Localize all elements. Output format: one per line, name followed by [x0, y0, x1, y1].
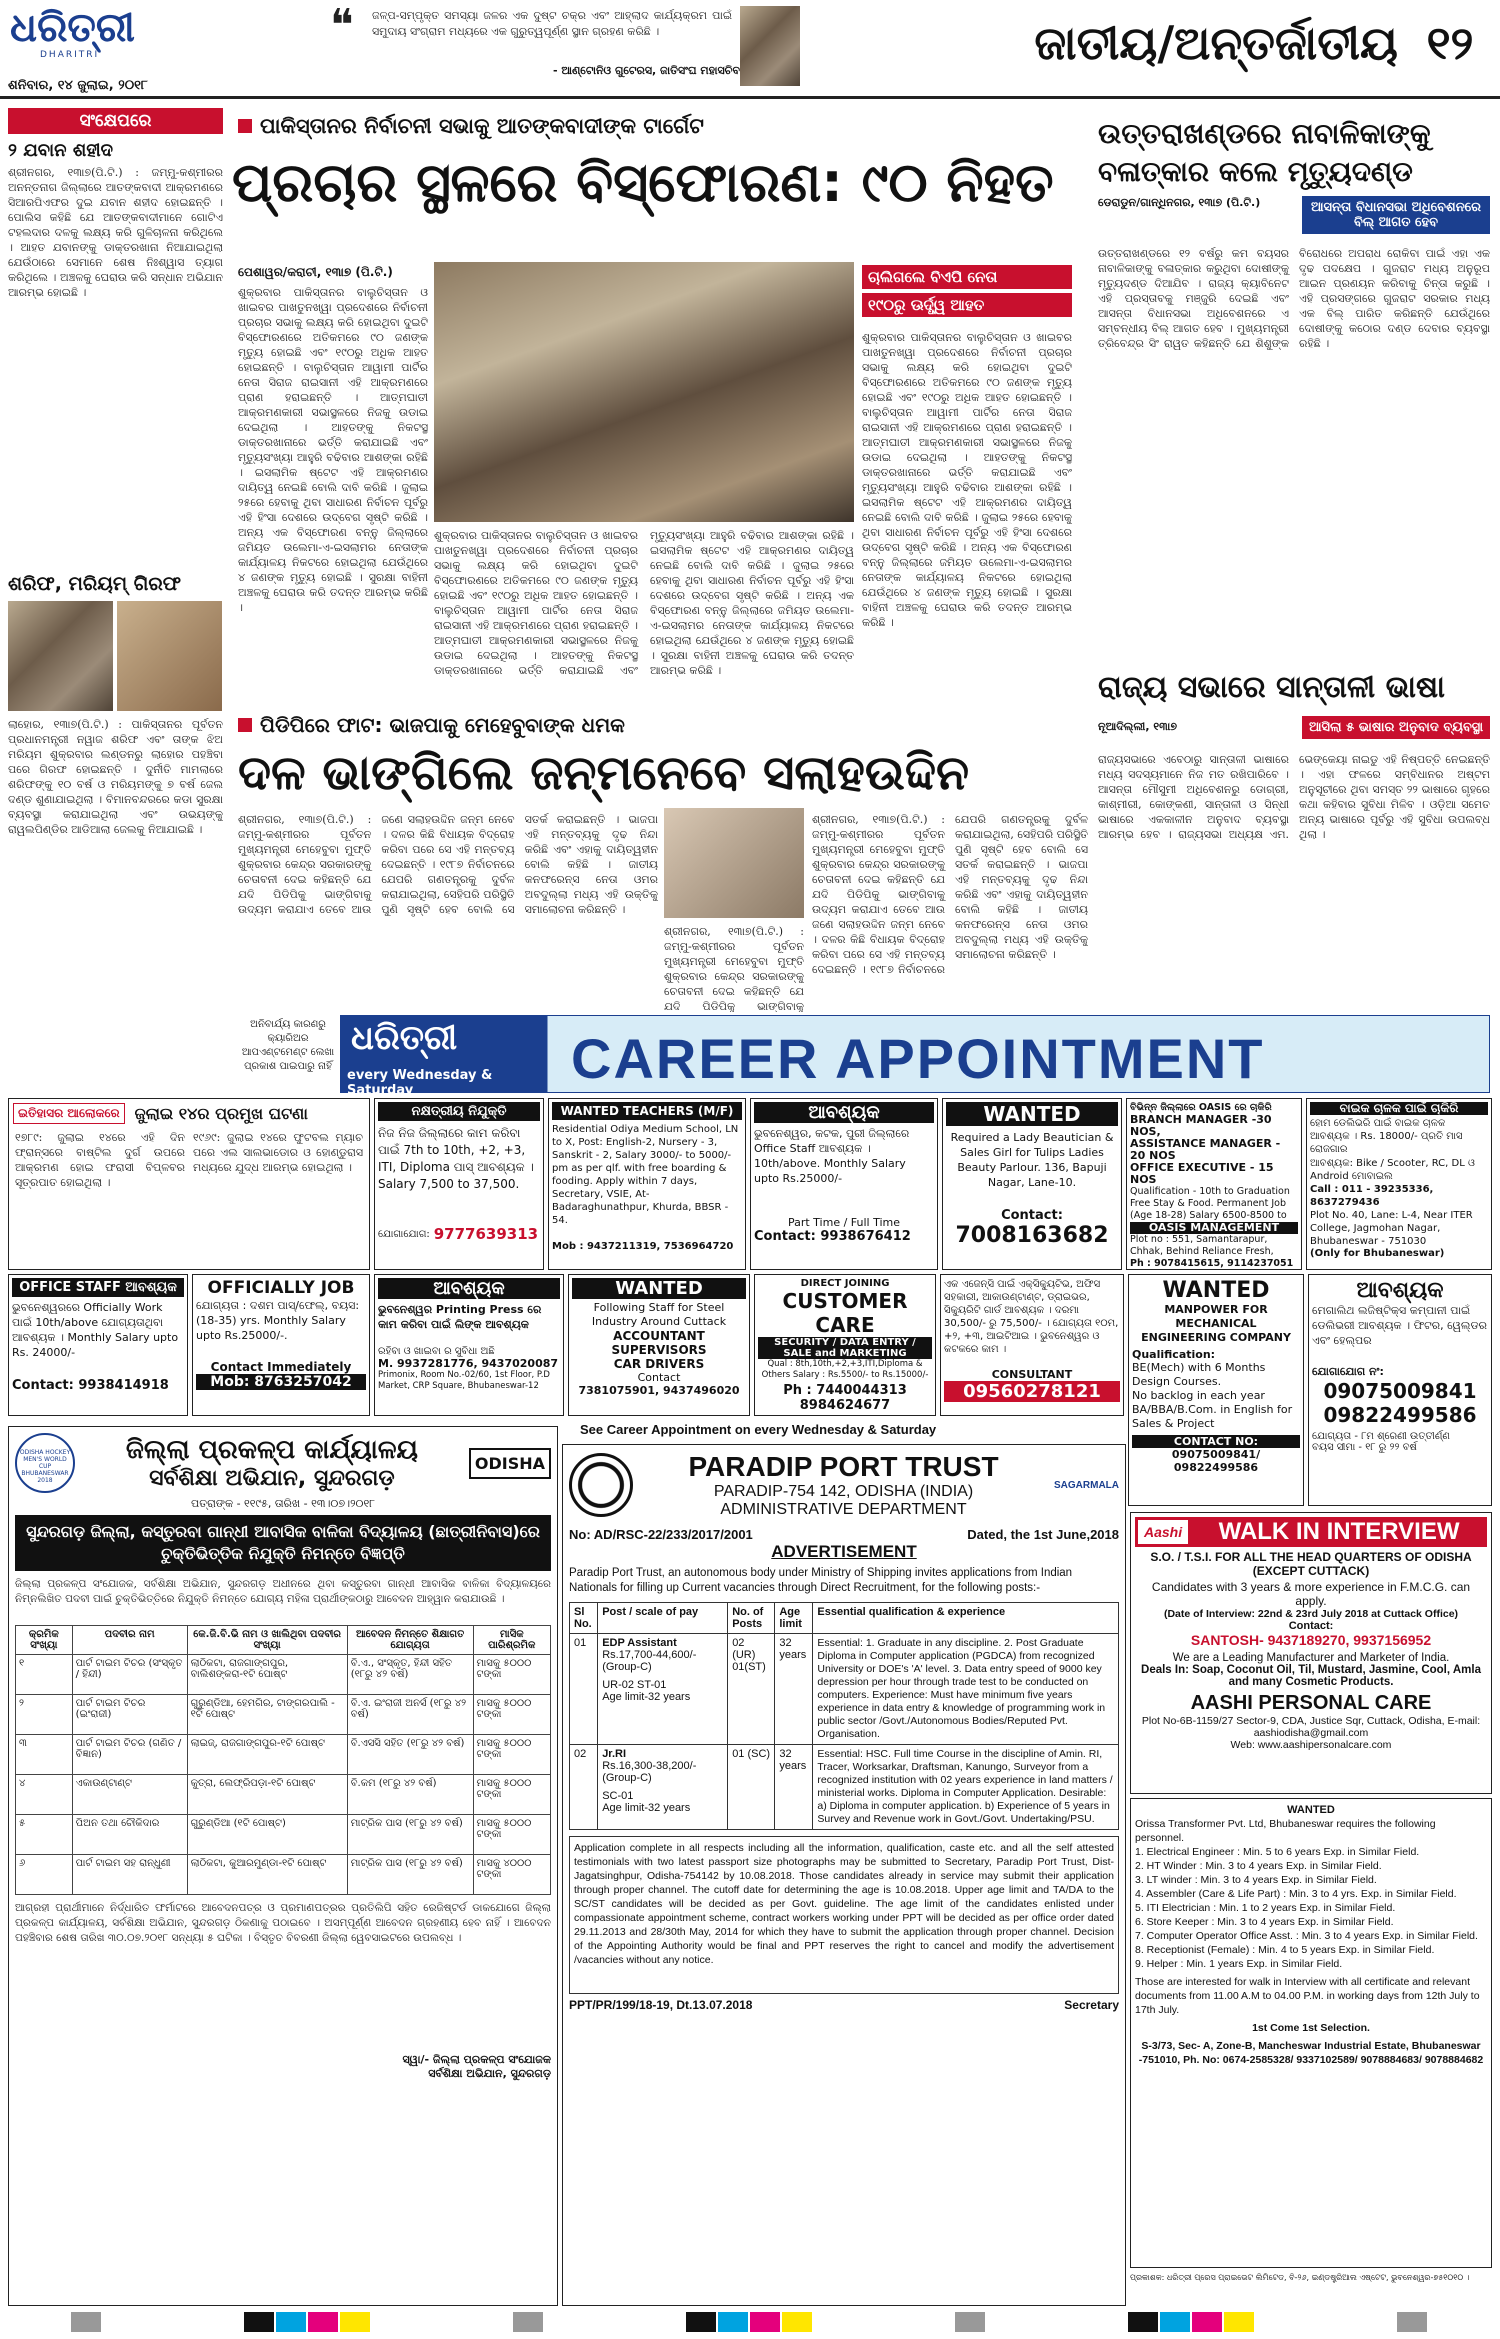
table-cell: ୨ — [16, 1695, 73, 1735]
orissa-item: 2. HT Winder : Min. 3 to 4 years Exp. in Similar Field. — [1135, 1860, 1382, 1872]
brief-headline-sharif: ଶରିଫ, ମରିୟମ୍ ଗିରଫ — [8, 573, 181, 595]
paradip-logo — [569, 1453, 633, 1517]
lead-body-col2: ଶୁକ୍ରବାର ପାକିସ୍ତାନର ବାଲୁଚିସ୍ତାନ ଓ ଖାଇବର ପାଖତୁନଖ୍ୱା ପ୍ରଦେଶରେ ନିର୍ବାଚନୀ ପ୍ରଚାର ସଭାକୁ ଲକ୍ଷ୍ୟ କରି ହୋଇଥିବା ଦୁଇଟି ବିସ୍ଫୋରଣରେ ଅତିକମରେ ୯୦ ଜଣଙ୍କ ମୃତ୍ୟୁ ହୋଇଛି ଏବଂ ୧୯୦ରୁ ଅଧିକ ଆହତ ହୋଇଛନ୍ତି । ବାଲୁଚିସ୍ତାନ ଆୱାମୀ ପାର୍ଟିର ନେତା ସିରାଜ ରାଇସାନୀ ଏହି ଆକ୍ରମଣରେ ପ୍ରାଣ ହରାଇଛନ୍ତି । ଆତ୍ମଘାତୀ ଆକ୍ରମଣକାରୀ ସଭାସ୍ଥଳରେ ନିଜକୁ ଉଡାଇ ଦେଇଥିଲା । ଆହତଙ୍କୁ ନିକଟସ୍ଥ ଡାକ୍ତରଖାନାରେ ଭର୍ତ୍ତି କରାଯାଇଛି ଏବଂ ମୃତ୍ୟୁସଂଖ୍ୟା ଆହୁରି ବଢିବାର ଆଶଙ୍କା ରହିଛି । ଇସଲାମିକ ଷ୍ଟେଟ ଏହି ଆକ୍ରମଣର ଦାୟିତ୍ୱ ନେଇଛି ବୋଲି ଦାବି କରିଛି । ଜୁଲାଇ ୨୫ରେ ହେବାକୁ ଥିବା ସାଧାରଣ ନିର୍ବାଚନ ପୂର୍ବରୁ ଏହି ହିଂସା ଦେଶରେ ଉଦ୍‌ବେଗ ସୃଷ୍ଟି କରିଛି । ଅନ୍ୟ ଏକ ବିସ୍ଫୋରଣ ବନ୍ନୁ ଜିଲ୍ଲାରେ ଜମିୟତ ଉଲେମା-ଏ-ଇସଲାମର ନେତାଙ୍କ କାର୍ଯ୍ୟାଳୟ ନିକଟରେ ହୋଇଥିଲା ଯେଉଁଥିରେ ୪ ଜଣଙ୍କ ମୃତ୍ୟୁ ହୋଇଛି । ସୁରକ୍ଷା ବାହିନୀ ଅଞ୍ଚଳକୁ ଘେରାଉ କରି ତଦନ୍ତ ଆରମ୍ଭ କରିଛି । — [434, 529, 854, 677]
ad-office-assistant-phone: Contact: 9938676412 — [754, 1229, 911, 1244]
ad-beautician-phone: 7008163682 — [955, 1223, 1109, 1248]
table-cell: Essential: 1. Graduate in any discipline. 2. Post Graduate Diploma in Computer application (PGDCA) from recognized University or DOE's 'A' level. 3. Data entry speed of 9000 key depression per hour through trade test to be conducted on computers. Experience: Must have minimum five years experience in data entry & knowledge of programming work in public sector /Govt./Autonomous Bodies/Reputed Pvt. Organisation. — [813, 1634, 1119, 1745]
ad-customer-care-top: DIRECT JOINING — [800, 1278, 890, 1289]
ad-customer-care-phone: Ph : 7440044313 8984624677 — [783, 1383, 907, 1413]
table-cell: ଲାଠିକଟା, ରାଜଗାଙ୍ଗପୁର, ବାଲିଶଙ୍କରା-୧ଟି ପୋଷ୍ଟ — [187, 1655, 347, 1695]
hockey-logo: ODISHA HOCKEY MEN'S WORLD CUP BHUBANESWAR 2018 — [15, 1433, 75, 1493]
paradip-table-header: Sl No. — [570, 1603, 598, 1634]
ad-printing-title: ଆବଶ୍ୟକ — [378, 1278, 560, 1299]
ad-customer-care-body: Qual : 8th,10th,+2,+3,ITI,Diploma & Others Salary : Rs.5500/- to Rs.15000/- — [761, 1359, 929, 1380]
paradip-footer: Application complete in all respects including all the information, qualification, caste etc. and all the self attested testimonials with two latest passport size photographs may be submitted to Secretary, Paradip Port Trust, Dist- Jagatsinghpur, Odisha-754142 by 10.08.2018. Those candidates already in service may submit their application through proper channel. The cutoff date for determining the age is 10.08.2018. Upper age limit and TA/DA to the SC/ST candidates will be decided as per Govt. guideline. The age limit of the candidates enlisted under compassionate appointment scheme, contract workers working under PPT will be decided as per office order dated 29.11.2013 and 28/30th May, 2014 for which they have to submit the application through proper channel. Decision of the Appointing Authority would be final and PPT reserves the right to cancel and modify the advertisement /vacancies without any notice. — [569, 1836, 1119, 1994]
ad-office-staff — [8, 1274, 188, 1416]
paradip-ad — [562, 1444, 1126, 2306]
career-side-note: ଅନିବାର୍ଯ୍ୟ କାରଣରୁ କ୍ୟାରିଅର ଆପଏଣ୍ଟମେଣ୍ଟ ଲେଖା ପ୍ରକାଶ ପାଇପାରୁ ନାହିଁ — [241, 1019, 335, 1072]
pdp-body-col1: ଶ୍ରୀନଗର, ୧୩ା୭(ପି.ଟି.) : ଜମ୍ମୁ-କଶ୍ମୀରର ପୂର୍ବତନ ମୁଖ୍ୟମନ୍ତ୍ରୀ ମେହେବୁବା ମୁଫ୍ତି ଶୁକ୍ରବାର କେନ୍ଦ୍ର ସରକାରଙ୍କୁ ଚେତାବନୀ ଦେଇ କହିଛନ୍ତି ଯେ ଯଦି ପିଡିପିକୁ ଭାଙ୍ଗିବାକୁ ଉଦ୍ୟମ କରାଯାଏ ତେବେ ଆଉ ଜଣେ ସଲାହଉଦ୍ଦିନ ଜନ୍ମ ନେବେ । ଦଳର କିଛି ବିଧାୟକ ବିଦ୍ରୋହ କରିବା ପରେ ସେ ଏହି ମନ୍ତବ୍ୟ ଦେଇଛନ୍ତି । ୧୯୮୭ ନିର୍ବାଚନରେ ଯେପରି ଗଣତନ୍ତ୍ରକୁ ଦୁର୍ବଳ କରାଯାଇଥିଲା, ସେହିପରି ପରିସ୍ଥିତି ପୁଣି ସୃଷ୍ଟି ହେବ ବୋଲି ସେ ସତର୍କ କରାଇଛନ୍ତି । ଭାଜପା ଏହି ମନ୍ତବ୍ୟକୁ ଦୃଢ ନିନ୍ଦା କରିଛି ଏବଂ ଏହାକୁ ଦାୟିତ୍ୱହୀନ ବୋଲି କହିଛି । ଜାତୀୟ କନଫରେନ୍ସ ନେତା ଓମର ଅବଦୁଲ୍ଲା ମଧ୍ୟ ଏହି ଉକ୍ତିକୁ ସମାଲୋଚନା କରିଛନ୍ତି । — [238, 813, 658, 916]
ad-office-staff-title: OFFICE STAFF ଆବଶ୍ୟକ — [12, 1278, 184, 1297]
table-cell — [598, 1634, 728, 1745]
santali-dateline: ନୂଆଦିଲ୍ଲୀ, ୧୩ା୭ — [1098, 720, 1177, 733]
ad-logistics-title: ଆବଶ୍ୟକ — [1356, 1278, 1444, 1303]
registration-block — [513, 2312, 545, 2336]
registration-marks — [0, 2312, 1500, 2336]
paradip-ref-no: No: AD/RSC-22/233/2017/2001 — [569, 1527, 753, 1542]
ad-engineering-item: BE(Mech) with 6 Months Design Courses. — [1132, 1361, 1266, 1388]
aashi-ad — [1130, 1512, 1492, 1794]
registration-block — [1397, 2312, 1429, 2336]
ad-engineering-contact: CONTACT NO: — [1132, 1435, 1300, 1448]
santali-body: ରାଜ୍ୟସଭାରେ ଏବେଠାରୁ ସାନ୍ତାଳୀ ଭାଷାରେ ମଧ୍ୟ ସଦସ୍ୟମାନେ ନିଜ ମତ ରଖିପାରିବେ । ଆସନ୍ତା ମୌସୁମୀ ଅଧିବେଶନରୁ ଡୋଗ୍ରୀ, କାଶ୍ମୀରୀ, କୋଙ୍କଣୀ, ସାନ୍ତାଳୀ ଓ ସିନ୍ଧୀ ଭାଷାରେ ଏକକାଳୀନ ଅନୁବାଦ ବ୍ୟବସ୍ଥା ଆରମ୍ଭ ହେବ । ରାଜ୍ୟସଭା ଅଧ୍ୟକ୍ଷ ଏମ. ଭେଙ୍କେୟା ନାଇଡୁ ଏହି ନିଷ୍ପତ୍ତି ନେଇଛନ୍ତି । ଏହା ଫଳରେ ସମ୍ବିଧାନର ଅଷ୍ଟମ ଅନୁସୂଚୀରେ ଥିବା ସମସ୍ତ ୨୨ ଭାଷାରେ ଗୃହରେ କଥା କହିବାର ସୁବିଧା ମିଳିବ । ଓଡ଼ିଆ ସମେତ ଅନ୍ୟ ଭାଷାରେ ପୂର୍ବରୁ ଏହି ସୁବିଧା ଉପଲବ୍ଧ ଥିଲା । — [1098, 753, 1490, 841]
table-row — [16, 1655, 551, 1695]
ad-consultant — [940, 1274, 1124, 1416]
ad-logistics-phone: 09075009841 — [1323, 1379, 1477, 1403]
ad-steel-item: SUPERVISORS — [611, 1343, 707, 1357]
table-cell: ଗୁରୁଣ୍ଡିଆ (୧ଟି ପୋଷ୍ଟ) — [187, 1815, 347, 1855]
ad-oasis-body: Qualification - 10th to Graduation Free Stay & Food. Permanent Job (Age 18-28) Salary 6500-8500 to — [1130, 1186, 1290, 1221]
paradip-intro: Paradip Port Trust, an autonomous body under Ministry of Shipping invites applications from Indian Nationals for filling up Current vacancies through Direct Recruitment, for the following posts:- — [569, 1567, 1073, 1594]
career-title: CAREER APPOINTMENT — [571, 1027, 1265, 1090]
odisha-table-header: ମାସିକ ପାରିଶ୍ରମିକ — [473, 1626, 550, 1655]
table-cell: ମାସକୁ ୫୦୦୦ ଟଙ୍କା — [473, 1655, 550, 1695]
paradip-title: PARADIP PORT TRUST — [688, 1451, 999, 1482]
odisha-govt-ad — [8, 1426, 558, 2306]
table-cell: ମାସକୁ ୫୦୦୦ ଟଙ୍କା — [473, 1735, 550, 1775]
uttarakhand-body: ଉତ୍ତରାଖଣ୍ଡରେ ୧୨ ବର୍ଷରୁ କମ ବୟସର ନାବାଳିକାଙ୍କୁ ବଳାତ୍କାର କରୁଥିବା ଦୋଷୀଙ୍କୁ ମୃତ୍ୟୁଦଣ୍ଡ ଦିଆଯିବ । ରାଜ୍ୟ କ୍ୟାବିନେଟ ଏହି ପ୍ରସ୍ତାବକୁ ମଞ୍ଜୁରି ଦେଇଛି ଏବଂ ଆସନ୍ତା ବିଧାନସଭା ଅଧିବେଶନରେ ଏ ସମ୍ବନ୍ଧୀୟ ବିଲ୍ ଆଗତ ହେବ । ମୁଖ୍ୟମନ୍ତ୍ରୀ ତ୍ରିବେନ୍ଦ୍ର ସିଂ ରାୱତ କହିଛନ୍ତି ଯେ ଶିଶୁଙ୍କ ବିରୋଧରେ ଅପରାଧ ରୋକିବା ପାଇଁ ଏହା ଏକ ଦୃଢ ପଦକ୍ଷେପ । ଗୁଜରାଟ ମଧ୍ୟ ଅନୁରୂପ ଆଇନ ପ୍ରଣୟନ କରିବାକୁ ଚିନ୍ତା କରୁଛି । ଏହି ପ୍ରସଙ୍ଗରେ ଗୁଜରାଟ ସରକାର ମଧ୍ୟ ଏକ ବିଲ୍ ପାରିତ କରିଛନ୍ତି ଯେଉଁଥିରେ ଦୋଷୀଙ୍କୁ କଠୋର ଦଣ୍ଡ ଦେବାର ବ୍ୟବସ୍ଥା ରହିଛି । — [1098, 247, 1490, 350]
santali-tag: ଆସିଲା ୫ ଭାଷାର ଅନୁବାଦ ବ୍ୟବସ୍ଥା — [1302, 716, 1490, 739]
orissa-item: 7. Computer Operator Office Asst. : Min. 3 to 4 years Exp. in Similar Field. — [1135, 1930, 1478, 1942]
lead-headline: ପ୍ରଚାର ସ୍ଥଳରେ ବିସ୍ଫୋରଣ: ୯୦ ନିହତ — [232, 151, 1054, 214]
ad-nakshatra-title: ନକ୍ଷତ୍ରୀୟ ନିଯୁକ୍ତି — [378, 1102, 540, 1121]
table-cell: 02 — [570, 1745, 598, 1830]
aashi-title: WALK IN INTERVIEW — [1218, 1518, 1460, 1545]
table-cell: 02 (UR) 01(ST) — [728, 1634, 775, 1745]
table-cell: ପିଅନ ତଥା ଚୌକିଦାର — [72, 1815, 187, 1855]
ad-oasis-line3: OFFICE EXECUTIVE - 15 NOS — [1130, 1161, 1274, 1186]
ad-logistics-body: ମେଗାଲିଥ ଲଜିଷ୍ଟିକ୍ସ କମ୍ପାନୀ ପାଇଁ ଡେଲିଭରୀ ଆବଶ୍ୟକ । ଫିଟର, ୱେଲ୍ଡର ଏବଂ ହେଲ୍ପର — [1312, 1304, 1487, 1347]
ad-printing-body: ଭୁବନେଶ୍ୱର Printing Press ରେ କାମ କରିବା ପାଇଁ ଲିଙ୍କ ଆବଶ୍ୟକ — [378, 1303, 542, 1331]
ad-officially-job-contact: Contact Immediately — [210, 1360, 352, 1374]
table-cell: ୫ — [16, 1815, 73, 1855]
ad-steel-item: CAR DRIVERS — [613, 1357, 705, 1371]
ad-beautician-contact: Contact: — [1001, 1208, 1063, 1223]
orissa-item: 6. Store Keeper : Min. 3 to 4 years Exp. in Similar Field. — [1135, 1916, 1394, 1928]
ad-engineering-sub: MANPOWER FOR MECHANICAL ENGINEERING COMPANY — [1141, 1303, 1291, 1344]
aashi-manufacturer: We are a Leading Manufacturer and Marketer of India. — [1172, 1652, 1450, 1664]
logo-text: ଧରିତ୍ରୀ — [10, 4, 135, 51]
history-col1: ୧୭୮୯: ଜୁଲାଇ ୧୪ରେ ଏହି ଦିନ ଫ୍ରାନ୍ସରେ ବାଷ୍ଟିଲ ଦୁର୍ଗ ଉପରେ ଆକ୍ରମଣ ହୋଇ ଫରାସୀ ବିପ୍ଳବର ସୂତ୍ରପାତ ହୋଇଥିଲା । — [15, 1131, 185, 1189]
table-cell: ମାଟ୍ରିକ ପାସ (୧୮ରୁ ୪୨ ବର୍ଷ) — [347, 1855, 473, 1895]
issue-date: ଶନିବାର, ୧୪ ଜୁଲାଇ, ୨୦୧୮ — [8, 78, 148, 93]
table-row — [16, 1775, 551, 1815]
ad-oasis-name: OASIS MANAGEMENT — [1130, 1222, 1298, 1234]
uttarakhand-tag: ଆସନ୍ତା ବିଧାନସଭା ଅଧିବେଶନରେ ବିଲ୍ ଆଗତ ହେବ — [1302, 196, 1490, 234]
table-cell: ବି.ଏସସି ସହିତ (୧୮ରୁ ୪୨ ବର୍ଷ) — [347, 1735, 473, 1775]
lead-body-col1: ଶୁକ୍ରବାର ପାକିସ୍ତାନର ବାଲୁଚିସ୍ତାନ ଓ ଖାଇବର ପାଖତୁନଖ୍ୱା ପ୍ରଦେଶରେ ନିର୍ବାଚନୀ ପ୍ରଚାର ସଭାକୁ ଲକ୍ଷ୍ୟ କରି ହୋଇଥିବା ଦୁଇଟି ବିସ୍ଫୋରଣରେ ଅତିକମରେ ୯୦ ଜଣଙ୍କ ମୃତ୍ୟୁ ହୋଇଛି ଏବଂ ୧୯୦ରୁ ଅଧିକ ଆହତ ହୋଇଛନ୍ତି । ବାଲୁଚିସ୍ତାନ ଆୱାମୀ ପାର୍ଟିର ନେତା ସିରାଜ ରାଇସାନୀ ଏହି ଆକ୍ରମଣରେ ପ୍ରାଣ ହରାଇଛନ୍ତି । ଆତ୍ମଘାତୀ ଆକ୍ରମଣକାରୀ ସଭାସ୍ଥଳରେ ନିଜକୁ ଉଡାଇ ଦେଇଥିଲା । ଆହତଙ୍କୁ ନିକଟସ୍ଥ ଡାକ୍ତରଖାନାରେ ଭର୍ତ୍ତି କରାଯାଇଛି ଏବଂ ମୃତ୍ୟୁସଂଖ୍ୟା ଆହୁରି ବଢିବାର ଆଶଙ୍କା ରହିଛି । ଇସଲାମିକ ଷ୍ଟେଟ ଏହି ଆକ୍ରମଣର ଦାୟିତ୍ୱ ନେଇଛି ବୋଲି ଦାବି କରିଛି । ଜୁଲାଇ ୨୫ରେ ହେବାକୁ ଥିବା ସାଧାରଣ ନିର୍ବାଚନ ପୂର୍ବରୁ ଏହି ହିଂସା ଦେଶରେ ଉଦ୍‌ବେଗ ସୃଷ୍ଟି କରିଛି । ଅନ୍ୟ ଏକ ବିସ୍ଫୋରଣ ବନ୍ନୁ ଜିଲ୍ଲାରେ ଜମିୟତ ଉଲେମା-ଏ-ଇସଲାମର ନେତାଙ୍କ କାର୍ଯ୍ୟାଳୟ ନିକଟରେ ହୋଇଥିଲା ଯେଉଁଥିରେ ୪ ଜଣଙ୍କ ମୃତ୍ୟୁ ହୋଇଛି । ସୁରକ୍ଷା ବାହିନୀ ଅଞ୍ଚଳକୁ ଘେରାଉ କରି ତଦନ୍ତ ଆରମ୍ଭ କରିଛି । — [238, 286, 428, 614]
brief-body-martyrs: ଶ୍ରୀନଗର, ୧୩ା୭(ପି.ଟି.) : ଜମ୍ମୁ-କଶ୍ମୀରର ଅନନ୍ତନାଗ ଜିଲ୍ଲାରେ ଆତଙ୍କବାଦୀ ଆକ୍ରମଣରେ ସିଆରପିଏଫର ଦୁଇ ଯବାନ ଶହୀଦ ହୋଇଛନ୍ତି । ପୋଲିସ କହିଛି ଯେ ଆତଙ୍କବାଦୀମାନେ ଗୋଟିଏ ଟହଲଦାର ଦଳକୁ ଲକ୍ଷ୍ୟ କରି ଗୁଳିଚାଳନା କରିଥିଲେ । ଆହତ ଯବାନଙ୍କୁ ଡାକ୍ତରଖାନା ନିଆଯାଇଥିଲା ଯେଉଁଠାରେ ସେମାନେ ଶେଷ ନିଃଶ୍ୱାସ ତ୍ୟାଗ କରିଥିଲେ । ଅଞ୍ଚଳକୁ ଘେରାଉ କରି ସନ୍ଧାନ ଅଭିଯାନ ଆରମ୍ଭ ହୋଇଛି । — [8, 166, 223, 299]
lead-photo — [434, 262, 854, 522]
ad-oasis-address: Plot no : 551, Samantarapur, Chhak, Behind Reliance Fresh, — [1130, 1234, 1274, 1257]
orissa-title: WANTED — [1287, 1804, 1335, 1816]
ad-logistics — [1308, 1274, 1492, 1506]
paradip-pr-ref: PPT/PR/199/18-19, Dt.13.07.2018 — [569, 1998, 753, 2012]
post-scale: Rs.16,300-38,200/- (Group-C) — [602, 1760, 697, 1784]
lead-body-col3: ଶୁକ୍ରବାର ପାକିସ୍ତାନର ବାଲୁଚିସ୍ତାନ ଓ ଖାଇବର ପାଖତୁନଖ୍ୱା ପ୍ରଦେଶରେ ନିର୍ବାଚନୀ ପ୍ରଚାର ସଭାକୁ ଲକ୍ଷ୍ୟ କରି ହୋଇଥିବା ଦୁଇଟି ବିସ୍ଫୋରଣରେ ଅତିକମରେ ୯୦ ଜଣଙ୍କ ମୃତ୍ୟୁ ହୋଇଛି ଏବଂ ୧୯୦ରୁ ଅଧିକ ଆହତ ହୋଇଛନ୍ତି । ବାଲୁଚିସ୍ତାନ ଆୱାମୀ ପାର୍ଟିର ନେତା ସିରାଜ ରାଇସାନୀ ଏହି ଆକ୍ରମଣରେ ପ୍ରାଣ ହରାଇଛନ୍ତି । ଆତ୍ମଘାତୀ ଆକ୍ରମଣକାରୀ ସଭାସ୍ଥଳରେ ନିଜକୁ ଉଡାଇ ଦେଇଥିଲା । ଆହତଙ୍କୁ ନିକଟସ୍ଥ ଡାକ୍ତରଖାନାରେ ଭର୍ତ୍ତି କରାଯାଇଛି ଏବଂ ମୃତ୍ୟୁସଂଖ୍ୟା ଆହୁରି ବଢିବାର ଆଶଙ୍କା ରହିଛି । ଇସଲାମିକ ଷ୍ଟେଟ ଏହି ଆକ୍ରମଣର ଦାୟିତ୍ୱ ନେଇଛି ବୋଲି ଦାବି କରିଛି । ଜୁଲାଇ ୨୫ରେ ହେବାକୁ ଥିବା ସାଧାରଣ ନିର୍ବାଚନ ପୂର୍ବରୁ ଏହି ହିଂସା ଦେଶରେ ଉଦ୍‌ବେଗ ସୃଷ୍ଟି କରିଛି । ଅନ୍ୟ ଏକ ବିସ୍ଫୋରଣ ବନ୍ନୁ ଜିଲ୍ଲାରେ ଜମିୟତ ଉଲେମା-ଏ-ଇସଲାମର ନେତାଙ୍କ କାର୍ଯ୍ୟାଳୟ ନିକଟରେ ହୋଇଥିଲା ଯେଉଁଥିରେ ୪ ଜଣଙ୍କ ମୃତ୍ୟୁ ହୋଇଛି । ସୁରକ୍ଷା ବାହିନୀ ଅଞ୍ଚଳକୁ ଘେରାଉ କରି ତଦନ୍ତ ଆରମ୍ଭ କରିଛି । — [862, 331, 1072, 629]
ad-bike — [1306, 1098, 1492, 1270]
paradip-table-header: Post / scale of pay — [598, 1603, 728, 1634]
odisha-ad-notice: ସୁନ୍ଦରଗଡ଼ ଜିଲ୍ଲା, କସ୍ତୁରବା ଗାନ୍ଧୀ ଆବାସିକ ବାଳିକା ବିଦ୍ୟାଳୟ (ଛାତ୍ରୀନିବାସ)ରେ ଚୁକ୍ତିଭିତ୍ତିକ ନିଯୁକ୍ତି ନିମନ୍ତେ ବିଜ୍ଞପ୍ତି — [15, 1515, 551, 1571]
table-cell — [598, 1745, 728, 1830]
table-cell: ୬ — [16, 1855, 73, 1895]
ad-nakshatra-phone-label: ଯୋଗାଯୋଗ: — [378, 1228, 430, 1240]
aashi-deals: Deals In: Soap, Coconut Oil, Til, Mustard, Jasmine, Cool, Amla and many Cosmetic Products. — [1141, 1664, 1481, 1688]
sharif-photo — [8, 601, 113, 711]
registration-block — [71, 2312, 103, 2336]
ad-nakshatra — [374, 1098, 544, 1270]
table-cell: କୁତ୍ରା, ଲେଫ୍ରିପଡ଼ା-୧ଟି ପୋଷ୍ଟ — [187, 1775, 347, 1815]
history-title: ଜୁଲାଇ ୧୪ର ପ୍ରମୁଖ ଘଟଣା — [134, 1103, 308, 1123]
registration-block — [955, 2312, 987, 2336]
ad-consultant-body: ଏକ ଏଜେନ୍ସି ପାଇଁ ଏକ୍ସିକ୍ୟୁଟିଭ, ଅଫିସ ସହକାରୀ, ଆକାଉଣ୍ଟାଣ୍ଟ, ଡ୍ରାଇଭର, ସିକ୍ୟୁରିଟି ଗାର୍ଡ ଆବଶ୍ୟକ । ଦରମା 30,500/- ରୁ 75,500/- । ଯୋଗ୍ୟତା ୧୦ମ, +୨, +୩, ଆଇଟିଆଇ । ଭୁବନେଶ୍ୱର ଓ କଟକରେ କାମ । — [944, 1279, 1119, 1355]
logo — [10, 4, 135, 66]
ad-officially-job-phone: Mob: 8763257042 — [196, 1374, 366, 1390]
table-row — [16, 1735, 551, 1775]
page-number: ୧୨ — [1426, 16, 1474, 70]
paradip-table-header: Essential qualification & experience — [813, 1603, 1119, 1634]
table-cell: ଗୁରୁଣ୍ଡିଆ, ହେମଗିର, ଟାଙ୍ଗରପାଲି - ୧ଟି ପୋଷ୍ଟ — [187, 1695, 347, 1735]
ad-steel-body: Following Staff for Steel Industry Around Cuttack — [591, 1301, 727, 1328]
logo-subtext: DHARITRI — [40, 50, 100, 60]
ad-logistics-contact: ଯୋଗାଯୋଗ ନଂ: — [1312, 1365, 1384, 1378]
lead-tag-injured: ୧୯୦ରୁ ଊର୍ଦ୍ଧ୍ୱ ଆହତ — [862, 293, 1072, 317]
history-label: ଇତିହାସର ଆଲୋକରେ — [13, 1103, 125, 1124]
orissa-item: 8. Receptionist (Female) : Min. 4 to 5 years Exp. in Similar Field. — [1135, 1944, 1435, 1956]
table-cell: ମାସକୁ ୫୦୦୦ ଟଙ୍କା — [473, 1815, 550, 1855]
table-cell: ୪ — [16, 1775, 73, 1815]
lead-tag-leader: ଚାଲିଗଲେ ବିଏପି ନେତା — [862, 265, 1072, 289]
aashi-name: AASHI PERSONAL CARE — [1190, 1692, 1432, 1714]
ad-bike-top: ବାଇକ ଚାଳକ ପାଇଁ ଚାକିରି — [1310, 1102, 1488, 1115]
ad-beautician — [942, 1098, 1122, 1270]
aashi-contact: Contact: — [1288, 1620, 1334, 1632]
post-scale: Rs.17,700-44,600/- (Group-C) — [602, 1649, 697, 1673]
lead-dateline: ପେଶାୱର/କରାଚୀ, ୧୩ା୭ (ପି.ଟି.) — [238, 265, 393, 279]
ad-office-assistant-time: Part Time / Full Time — [787, 1216, 901, 1229]
ad-engineering-qual-label: Qualification: — [1132, 1348, 1216, 1361]
odisha-ad-ref: ପତ୍ରାଙ୍କ - ୧୧୯୫, ତାରିଖ - ୧୩।୦୭।୨୦୧୮ — [191, 1497, 375, 1510]
table-cell: ଏକାଉଣ୍ଟାଣ୍ଟ — [72, 1775, 187, 1815]
ad-steel — [568, 1274, 750, 1416]
table-cell: ମାଟ୍ରିକ ପାସ (୧୮ରୁ ୪୨ ବର୍ଷ) — [347, 1815, 473, 1855]
paradip-table-header: No. of Posts — [728, 1603, 775, 1634]
aashi-logo: Aashi — [1138, 1520, 1188, 1544]
table-row — [570, 1634, 1119, 1745]
table-cell: 01 (SC) — [728, 1745, 775, 1830]
ad-printing-phone: M. 9937281776, 9437020087 — [378, 1357, 559, 1370]
table-cell: 01 — [570, 1634, 598, 1745]
post-category: SC-01 — [602, 1790, 634, 1802]
lead-kicker: ପାକିସ୍ତାନର ନିର୍ବାଚନୀ ସଭାକୁ ଆତଙ୍କବାଦୀଙ୍କ ଟାର୍ଗେଟ — [238, 112, 888, 140]
post-category: UR-02 ST-01 — [602, 1679, 667, 1691]
ad-consultant-phone: 09560278121 — [944, 1381, 1120, 1402]
ad-bike-note: (Only for Bhubaneswar) — [1310, 1248, 1445, 1259]
table-cell: ବି.ଏ. ଇଂରାଜୀ ଅନର୍ସ (୧୮ରୁ ୪୨ ବର୍ଷ) — [347, 1695, 473, 1735]
career-reminder: See Career Appointment on every Wednesday & Saturday — [580, 1422, 937, 1437]
ad-nakshatra-body: ନିଜ ନିଜ ଜିଲ୍ଲାରେ କାମ କରିବା ପାଇଁ 7th to 10th, +2, +3, ITI, Diploma ପାସ୍ ଆବଶ୍ୟକ । Salary 7,500 to 37,500. — [378, 1126, 534, 1191]
table-cell: ୩ — [16, 1735, 73, 1775]
quote-author: - ଆଣ୍ଟୋନିଓ ଗୁଟେରସ, ଜାତିସଂଘ ମହାସଚିବ — [552, 64, 740, 77]
table-cell: ମାସକୁ ୪୦୦୦ ଟଙ୍କା — [473, 1855, 550, 1895]
orissa-transformer-ad — [1130, 1798, 1492, 2268]
ad-oasis-top: ବିଭିନ୍ନ ଜିଲ୍ଲାରେ OASIS ରେ ଚାକିରି — [1130, 1102, 1272, 1113]
ad-teachers-phone: Mob : 9437211319, 7536964720 — [552, 1241, 734, 1252]
registration-block — [244, 2312, 372, 2336]
aashi-address: Plot No-6B-1159/27 Sector-9, CDA, Justice Sqr, Cuttack, Odisha, E-mail: aashiodisha@gmail.com — [1141, 1715, 1481, 1739]
mehbooba-photo — [664, 808, 804, 918]
ad-customer-care — [754, 1274, 936, 1416]
aashi-phone: SANTOSH- 9437189270, 9937156952 — [1190, 1632, 1432, 1648]
table-cell: ପାର୍ଟ ଟାଇମ ଟିଚର (ଇଂରାଜୀ) — [72, 1695, 187, 1735]
history-col2: ୧୯୬୯: ଜୁଲାଇ ୧୪ରେ ଫୁଟବଲ ମ୍ୟାଚ ପରେ ଏଲ ସାଲଭାଡୋର ଓ ହୋଣ୍ଡୁରାସ ମଧ୍ୟରେ ଯୁଦ୍ଧ ଆରମ୍ଭ ହୋଇଥିଲା । — [193, 1131, 363, 1174]
registration-block — [1128, 2312, 1256, 2336]
print-line: ପ୍ରକାଶକ: ଧରିତ୍ରୀ ପ୍ରେସ ପ୍ରାଇଭେଟ ଲିମିଟେଡ, ବି-୨୬, ଇଣ୍ଡଷ୍ଟ୍ରିଆଲ ଏଷ୍ଟେଟ, ଭୁବନେଶ୍ୱର-୭୫୧୦୧୦ । — [1130, 2273, 1470, 2282]
pdp-kicker: ପିଡିପିରେ ଫାଟ: ଭାଜପାକୁ ମେହେବୁବାଙ୍କ ଧମକ — [238, 712, 1088, 738]
odisha-ad-sign1: ସ୍ୱା/- ଜିଲ୍ଲା ପ୍ରକଳ୍ପ ସଂଯୋଜକ — [402, 2053, 551, 2066]
ad-printing-sub: ରହିବା ଓ ଖାଇବା ର ସୁବିଧା ଅଛି — [378, 1346, 495, 1357]
ad-consultant-tag: CONSULTANT — [991, 1368, 1073, 1381]
ad-customer-care-title: CUSTOMER CARE — [782, 1289, 908, 1337]
ad-customer-care-line1: SECURITY / DATA ENTRY / — [758, 1337, 932, 1348]
table-cell: ପାର୍ଟ ଟାଇମ ସହ ରାନ୍ଧୁଣୀ — [72, 1855, 187, 1895]
pdp-body-col2: ଶ୍ରୀନଗର, ୧୩ା୭(ପି.ଟି.) : ଜମ୍ମୁ-କଶ୍ମୀରର ପୂର୍ବତନ ମୁଖ୍ୟମନ୍ତ୍ରୀ ମେହେବୁବା ମୁଫ୍ତି ଶୁକ୍ରବାର କେନ୍ଦ୍ର ସରକାରଙ୍କୁ ଚେତାବନୀ ଦେଇ କହିଛନ୍ତି ଯେ ଯଦି ପିଡିପିକୁ ଭାଙ୍ଗିବାକୁ — [664, 925, 804, 1012]
ad-office-staff-phone: Contact: 9938414918 — [12, 1378, 169, 1393]
odisha-ad-table — [15, 1625, 551, 1895]
career-subtitle: every Wednesday & Saturday — [347, 1068, 493, 1098]
quote-text: ଜଳ୍ପ-ସମ୍ପୃକ୍ତ ସମସ୍ୟା ଜଳର ଏକ ଦୁଷ୍ଟ ଚକ୍ର ଏବଂ ଆହ୍ଲାଦ କାର୍ଯ୍ୟକ୍ରମ ପାଇଁ ସମୁଦାୟ ସଂଗ୍ରାମ ମଧ୍ୟରେ ଏକ ଗୁରୁତ୍ୱପୂର୍ଣ୍ଣ ସ୍ଥାନ ଗ୍ରହଣ କରିଛି । — [372, 9, 732, 38]
uttarakhand-dateline: ଡେରାଡୁନ/ଗାନ୍ଧିନଗର, ୧୩ା୭ (ପି.ଟି.) — [1098, 196, 1261, 209]
brief-column — [8, 108, 223, 1068]
orissa-walkin: Those are interested for walk in Interview with all certificate and relevant documents from 11.00 A.M to 04.00 P.M. in working days from 12th July to 17th July. — [1135, 1976, 1480, 2016]
orissa-item: 1. Electrical Engineer : Min. 5 to 6 years Exp. in Similar Field. — [1135, 1846, 1420, 1858]
aashi-subtitle: S.O. / T.S.I. FOR ALL THE HEAD QUARTERS OF ODISHA (EXCEPT CUTTACK) — [1150, 1550, 1472, 1578]
table-cell: ପାର୍ଟ ଟାଇମ ଟିଚର (ସଂସ୍କୃତ / ହିନ୍ଦୀ) — [72, 1655, 187, 1695]
odisha-table-header: ପଦବୀର ନାମ — [72, 1626, 187, 1655]
table-cell: ପାର୍ଟ ଟାଇମ ଟିଚର (ଗଣିତ / ବିଜ୍ଞାନ) — [72, 1735, 187, 1775]
odisha-ad-subtitle: ସର୍ବଶିକ୍ଷା ଅଭିଯାନ, ସୁନ୍ଦରଗଡ଼ — [149, 1466, 395, 1491]
maryam-photo — [117, 601, 222, 711]
orissa-item: 4. Assembler (Care & Life Part) : Min. 3 to 4 yrs. Exp. in Similar Field. — [1135, 1888, 1457, 1900]
section-title: ଜାତୀୟ/ଅନ୍ତର୍ଜାତୀୟ — [1034, 16, 1398, 70]
ad-oasis-phone: Ph : 9078415615, 9114237051 — [1130, 1258, 1294, 1269]
paradip-table — [569, 1602, 1119, 1830]
post-name: EDP Assistant — [602, 1637, 677, 1649]
ad-officially-job — [192, 1274, 370, 1416]
ad-oasis — [1126, 1098, 1302, 1270]
ad-office-assistant-title: ଆବଶ୍ୟକ — [754, 1102, 934, 1123]
brief-body-sharif: ଲାହୋର, ୧୩ା୭(ପି.ଟି.) : ପାକିସ୍ତାନର ପୂର୍ବତନ ପ୍ରଧାନମନ୍ତ୍ରୀ ନୱାଜ ଶରିଫ ଏବଂ ତାଙ୍କ ଝିଅ ମରିୟମ ଶୁକ୍ରବାର ଲଣ୍ଡନରୁ ଲାହୋର ପହଞ୍ଚିବା ପରେ ଗିରଫ ହୋଇଛନ୍ତି । ଦୁର୍ନୀତି ମାମଲାରେ ଶରିଫଙ୍କୁ ୧୦ ବର୍ଷ ଓ ମରିୟମଙ୍କୁ ୭ ବର୍ଷ ଜେଲ ଦଣ୍ଡ ଶୁଣାଯାଇଥିଲା । ବିମାନବନ୍ଦରରେ କଡା ସୁରକ୍ଷା ବ୍ୟବସ୍ଥା କରାଯାଇଥିଲା ଏବଂ ଉଭୟଙ୍କୁ ରାୱଲପିଣ୍ଡିର ଆଡିଆଲା ଜେଲକୁ ନିଆଯାଇଛି । — [8, 718, 223, 836]
ad-engineering-title: WANTED — [1162, 1278, 1270, 1303]
odisha-logo: ODISHA — [469, 1448, 551, 1479]
paradip-department: ADMINISTRATIVE DEPARTMENT — [720, 1501, 967, 1518]
orissa-intro: Orissa Transformer Pvt. Ltd, Bhubaneswar requires the following personnel. — [1135, 1818, 1436, 1844]
post-age-note: Age limit-32 years — [602, 1691, 691, 1703]
ad-officially-job-title: OFFICIALLY JOB — [207, 1278, 355, 1298]
paradip-signatory: Secretary — [1064, 1998, 1119, 2012]
ad-bike-body: ହୋମ ଡେଲିଭରି ପାଇଁ ବାଇକ ଚାଳକ ଆବଶ୍ୟକ । Rs. 18000/- ପ୍ରତି ମାସ ରୋଜଗାର — [1310, 1118, 1463, 1155]
ad-steel-item: ACCOUNTANT — [613, 1329, 705, 1343]
table-cell: ମାସକୁ ୫୦୦୦ ଟଙ୍କା — [473, 1695, 550, 1735]
table-row — [16, 1855, 551, 1895]
ad-printing — [374, 1274, 564, 1416]
ad-engineering-item: BA/BBA/B.Com. in English for Sales & Project — [1132, 1403, 1293, 1430]
ad-beautician-body: Required a Lady Beautician & Sales Girl for Tulips Ladies Beauty Parlour. 136, Bapuji Nagar, Lane-10. — [950, 1131, 1114, 1189]
paradip-date: Dated, the 1st June,2018 — [967, 1527, 1119, 1542]
orissa-item: 5. ITI Electrician : Min. 1 to 2 years Exp. in Similar Field. — [1135, 1902, 1396, 1914]
ad-bike-phone: Call : 011 - 39235336, 8637279436 — [1310, 1184, 1434, 1208]
orissa-item: 9. Helper : Min. 1 years Exp. in Similar Field. — [1135, 1958, 1343, 1970]
ad-steel-title: WANTED — [572, 1278, 746, 1299]
post-name: Jr.RI — [602, 1748, 627, 1760]
ad-engineering-item: No backlog in each year — [1132, 1389, 1265, 1402]
orissa-address: S-3/73, Sec- A, Zone-B, Mancheswar Industrial Estate, Bhubaneswar -751010, Ph. No: 0674-2585328/ 9337102589/ 9078884683/ 9078884682 — [1138, 2040, 1484, 2066]
ad-printing-address: Primonix, Room No.-02/60, 1st Floor, P.D Market, CRP Square, Bhubaneswar-12 — [378, 1370, 550, 1391]
pdp-headline: ଦଳ ଭାଙ୍ଗିଲେ ଜନ୍ମନେବେ ସଲାହଉଦ୍ଦିନ — [238, 745, 970, 801]
table-cell: ୧ — [16, 1655, 73, 1695]
table-cell: Essential: HSC. Full time Course in the discipline of Amin. RI, Tracer, Worksarkar, Draftsman, Kanungo, Surveyor from a recognized institution with 02 years experience in land matters / ministerial works. Diploma in Computer Application. Desirable: a) Diploma in computer application. b) Experience of 5 years in Survey and Revenue work in Govt./Govt. Undertaking/PSU. — [813, 1745, 1119, 1830]
ad-steel-contact: Contact — [637, 1371, 681, 1384]
ad-teachers-body: Residential Odiya Medium School, LN to X, Post: English-2, Nursery - 3, Sanskrit - 2, Salary 3000/- to 5000/- pm as per qlf. with free boarding & fooding. Apply within 7 days, Secretary, VSIE, At-Badaraghunathpur, Khurda, BBSR - 54. — [552, 1124, 739, 1226]
ad-teachers-title: WANTED TEACHERS (M/F) — [552, 1102, 742, 1120]
kicker-square-icon — [238, 119, 252, 133]
quote-mark-icon: ❝ — [330, 0, 354, 51]
ad-logistics-phone: 09822499586 — [1323, 1403, 1477, 1427]
table-cell: ଲାଠିକଟା, କୁଆରମୁଣ୍ଡା-୧ଟି ପୋଷ୍ଟ — [187, 1855, 347, 1895]
brief-label: ସଂକ୍ଷେପରେ — [8, 108, 223, 134]
kicker-square-icon — [238, 718, 252, 732]
ad-office-assistant — [750, 1098, 938, 1270]
ad-office-assistant-body: ଭୁବନେଶ୍ୱର, କଟକ, ପୁରୀ ଜିଲ୍ଲାରେ Office Staff ଆବଶ୍ୟକ । 10th/above. Monthly Salary upto Rs.25000/- — [754, 1127, 910, 1185]
odisha-table-header: ଆବେଦନ ନିମନ୍ତେ ଶିକ୍ଷାଗତ ଯୋଗ୍ୟତା — [347, 1626, 473, 1655]
ad-logistics-age: ବୟସ ସୀମା - ୧୮ ରୁ ୨୨ ବର୍ଷ — [1312, 1442, 1417, 1453]
ad-engineering-phone: 09075009841/ 09822499586 — [1171, 1448, 1261, 1474]
career-banner — [340, 1015, 1490, 1098]
career-logo: ଧରିତ୍ରୀ — [351, 1018, 458, 1058]
odisha-ad-intro: ଜିଲ୍ଲା ପ୍ରକଳ୍ପ ସଂଯୋଜକ, ସର୍ବଶିକ୍ଷା ଅଭିଯାନ, ସୁନ୍ଦରଗଡ଼ ଅଧୀନରେ ଥିବା କସ୍ତୁରବା ଗାନ୍ଧୀ ଆବାସିକ ବାଳିକା ବିଦ୍ୟାଳୟରେ ନିମ୍ନଲିଖିତ ପଦବୀ ପାଇଁ ଚୁକ୍ତିଭିତ୍ତିରେ ନିଯୁକ୍ତି ନିମନ୍ତେ ଯୋଗ୍ୟ ମହିଳା ପ୍ରାର୍ଥୀଙ୍କଠାରୁ ଆବେଦନ ଆହ୍ୱାନ କରାଯାଉଛି । — [15, 1578, 551, 1605]
ad-engineering — [1128, 1274, 1304, 1506]
santali-headline: ରାଜ୍ୟ ସଭାରେ ସାନ୍ତାଳୀ ଭାଷା — [1098, 670, 1445, 705]
odisha-table-header: କେ.ଜି.ବି.ଭି ନାମ ଓ ଖାଲିଥିବା ପଦବୀର ସଂଖ୍ୟା — [187, 1626, 347, 1655]
ad-nakshatra-phone: 9777639313 — [433, 1225, 539, 1243]
ad-oasis-line2: ASSISTANCE MANAGER - 20 NOS — [1130, 1137, 1281, 1162]
table-cell: 32 years — [775, 1745, 813, 1830]
guterres-photo — [740, 6, 800, 86]
ad-office-staff-body: ଭୁବନେଶ୍ୱରରେ Officially Work ପାଇଁ 10th/above ଯୋଗ୍ୟତାଥିବା ଆବଶ୍ୟକ । Monthly Salary upto Rs. 24000/- — [12, 1301, 179, 1359]
aashi-website: Web: www.aashipersonalcare.com — [1230, 1739, 1392, 1751]
ad-oasis-line1: BRANCH MANAGER -30 NOS, — [1130, 1113, 1272, 1138]
paradip-advertisement: ADVERTISEMENT — [771, 1542, 917, 1561]
aashi-candidates: Candidates with 3 years & more experience in F.M.C.G. can apply. — [1151, 1580, 1471, 1608]
aashi-date: (Date of Interview: 22nd & 23rd July 2018 at Cuttack Office) — [1163, 1608, 1459, 1620]
table-row — [16, 1695, 551, 1735]
table-cell: ଲାଇଜ୍, ରାଜଗାଙ୍ଗପୁର-୧ଟି ପୋଷ୍ଟ — [187, 1735, 347, 1775]
ad-beautician-title: WANTED — [946, 1102, 1118, 1126]
ad-bike-address: Plot No. 40, Lane: L-4, Near ITER College, Jagmohan Nagar, Bhubaneswar - 751030 — [1310, 1210, 1473, 1247]
paradip-table-header: Age limit — [775, 1603, 813, 1634]
uttarakhand-headline: ଉତ୍ତରାଖଣ୍ଡରେ ନାବାଳିକାଙ୍କୁ ବଳାତ୍କାର କଲେ ମୃତ୍ୟୁଦଣ୍ଡ — [1098, 117, 1431, 188]
table-cell: ମାସକୁ ୫୦୦୦ ଟଙ୍କା — [473, 1775, 550, 1815]
ad-logistics-qual: ଯୋଗ୍ୟତା - ୮ମ ଶ୍ରେଣୀ ଉତ୍ତୀର୍ଣ୍ଣ — [1312, 1431, 1450, 1442]
odisha-ad-footer: ଆଗ୍ରହୀ ପ୍ରାର୍ଥୀମାନେ ନିର୍ଦ୍ଧାରିତ ଫର୍ମାଟରେ ଆବେଦନପତ୍ର ଓ ପ୍ରମାଣପତ୍ରର ପ୍ରତିଲିପି ସହିତ ରେଜିଷ୍ଟର୍ଡ ଡାକଯୋଗେ ଜିଲ୍ଲା ପ୍ରକଳ୍ପ କାର୍ଯ୍ୟାଳୟ, ସର୍ବଶିକ୍ଷା ଅଭିଯାନ, ସୁନ୍ଦରଗଡ଼ ଠିକଣାକୁ ପଠାଇବେ । ଅସମ୍ପୂର୍ଣ୍ଣ ଆବେଦନ ଗ୍ରହଣୀୟ ହେବ ନାହିଁ । ଆବେଦନ ପହଞ୍ଚିବାର ଶେଷ ତାରିଖ ୩୦.୦୭.୨୦୧୮ ସନ୍ଧ୍ୟା ୫ ଘଟିକା । ବିସ୍ତୃତ ବିବରଣୀ ଜିଲ୍ଲା ୱେବସାଇଟରେ ଉପଲବ୍ଧ । — [15, 1902, 551, 1944]
ad-officially-job-body: ଯୋଗ୍ୟତା : ଦଶମ ପାସ୍/ଫେଲ୍, ବୟସ: (18-35) yrs. Monthly Salary upto Rs.25000/-. — [196, 1299, 360, 1342]
paradip-address: PARADIP-754 142, ODISHA (INDIA) — [713, 1483, 974, 1500]
ad-teachers — [548, 1098, 746, 1270]
table-cell: ବି.ଏ., ସଂସ୍କୃତ, ହିନ୍ଦୀ ସହିତ (୧୮ରୁ ୪୨ ବର୍ଷ) — [347, 1655, 473, 1695]
masthead — [0, 0, 1500, 100]
sagarmala-logo: SAGARMALA — [1054, 1479, 1119, 1491]
orissa-first-come: 1st Come 1st Selection. — [1252, 2022, 1370, 2034]
masthead-rule — [0, 96, 1500, 99]
table-cell: ବି.କମ (୧୮ରୁ ୪୨ ବର୍ଷ) — [347, 1775, 473, 1815]
table-row — [16, 1815, 551, 1855]
ad-bike-req: ଆବଶ୍ୟକ: Bike / Scooter, RC, DL ଓ Android ମୋବାଇଲ — [1310, 1158, 1475, 1182]
orissa-item: 3. LT winder : Min. 3 to 4 years Exp. in Similar Field. — [1135, 1874, 1377, 1886]
history-box — [8, 1098, 370, 1270]
odisha-ad-title: ଜିଲ୍ଲା ପ୍ରକଳ୍ପ କାର୍ଯ୍ୟାଳୟ — [125, 1435, 418, 1465]
odisha-table-header: କ୍ରମିକ ସଂଖ୍ୟା — [16, 1626, 73, 1655]
table-cell: 32 years — [775, 1634, 813, 1745]
odisha-ad-sign2: ସର୍ବଶିକ୍ଷା ଅଭିଯାନ, ସୁନ୍ଦରଗଡ଼ — [428, 2067, 551, 2080]
table-row — [570, 1745, 1119, 1830]
post-age-note: Age limit-32 years — [602, 1802, 691, 1814]
ad-steel-phone: 7381075901, 9437496020 — [578, 1384, 740, 1397]
lead-tags — [862, 265, 1072, 317]
ad-customer-care-line2: SALE and MARKETING — [758, 1348, 932, 1359]
brief-headline-martyrs: ୨ ଯବାନ ଶହୀଦ — [8, 140, 114, 161]
registration-block — [686, 2312, 814, 2336]
pdp-body-col3: ଶ୍ରୀନଗର, ୧୩ା୭(ପି.ଟି.) : ଜମ୍ମୁ-କଶ୍ମୀରର ପୂର୍ବତନ ମୁଖ୍ୟମନ୍ତ୍ରୀ ମେହେବୁବା ମୁଫ୍ତି ଶୁକ୍ରବାର କେନ୍ଦ୍ର ସରକାରଙ୍କୁ ଚେତାବନୀ ଦେଇ କହିଛନ୍ତି ଯେ ଯଦି ପିଡିପିକୁ ଭାଙ୍ଗିବାକୁ ଉଦ୍ୟମ କରାଯାଏ ତେବେ ଆଉ ଜଣେ ସଲାହଉଦ୍ଦିନ ଜନ୍ମ ନେବେ । ଦଳର କିଛି ବିଧାୟକ ବିଦ୍ରୋହ କରିବା ପରେ ସେ ଏହି ମନ୍ତବ୍ୟ ଦେଇଛନ୍ତି । ୧୯୮୭ ନିର୍ବାଚନରେ ଯେପରି ଗଣତନ୍ତ୍ରକୁ ଦୁର୍ବଳ କରାଯାଇଥିଲା, ସେହିପରି ପରିସ୍ଥିତି ପୁଣି ସୃଷ୍ଟି ହେବ ବୋଲି ସେ ସତର୍କ କରାଇଛନ୍ତି । ଭାଜପା ଏହି ମନ୍ତବ୍ୟକୁ ଦୃଢ ନିନ୍ଦା କରିଛି ଏବଂ ଏହାକୁ ଦାୟିତ୍ୱହୀନ ବୋଲି କହିଛି । ଜାତୀୟ କନଫରେନ୍ସ ନେତା ଓମର ଅବଦୁଲ୍ଲା ମଧ୍ୟ ଏହି ଉକ୍ତିକୁ ସମାଲୋଚନା କରିଛନ୍ତି । — [812, 813, 1088, 976]
